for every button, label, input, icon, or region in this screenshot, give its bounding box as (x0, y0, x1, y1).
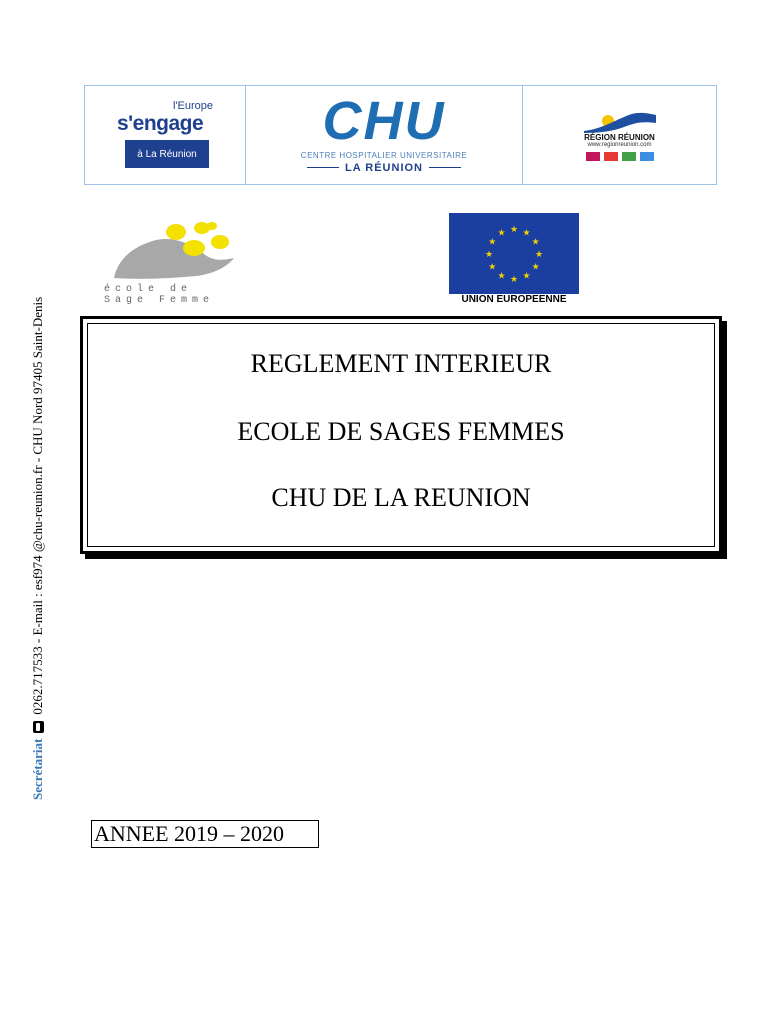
eu-flag (449, 213, 579, 305)
divider-line (429, 167, 461, 168)
svg-text:★: ★ (488, 262, 497, 273)
region-color-bar (586, 152, 600, 161)
school-motto-line1: école de (104, 284, 193, 295)
svg-text:★: ★ (509, 275, 519, 285)
chu-logo-cell (246, 86, 523, 184)
chu-logo-subtitle: CENTRE HOSPITALIER UNIVERSITAIRE (300, 150, 468, 160)
academic-year: ANNEE 2019 – 2020 (91, 820, 319, 848)
svg-text:★: ★ (522, 271, 531, 282)
document-title: REGLEMENT INTERIEUR (250, 349, 552, 378)
divider-line (307, 167, 339, 168)
svg-text:★: ★ (509, 225, 519, 235)
school-name: ECOLE DE SAGES FEMMES (237, 417, 565, 446)
title-box (80, 316, 722, 554)
region-logo-url: www.regionreunion.com (587, 142, 652, 148)
institution-name: CHU DE LA REUNION (271, 483, 531, 512)
europe-logo-main-text: s'engage (117, 112, 204, 135)
school-motto (104, 284, 260, 306)
svg-text:★: ★ (488, 237, 497, 248)
school-logo (104, 218, 260, 308)
chu-logo-location-text: LA RÉUNION (344, 161, 424, 174)
secretariat-label: Secrétariat (30, 738, 45, 800)
contact-details: 0262.717533 - E-mail : esf974 @chu-reunion.fr - CHU Nord 97405 Saint-Denis (30, 296, 45, 715)
chu-logo-wordmark: CHU (322, 90, 446, 151)
europe-logo-cell (85, 86, 246, 184)
svg-text:★: ★ (497, 228, 506, 239)
europe-logo-region-text: à La Réunion (125, 140, 209, 168)
svg-text:★: ★ (497, 271, 506, 282)
region-color-bar (640, 152, 654, 161)
europe-logo-top-text: l'Europe (172, 100, 213, 112)
school-logo-graphic (104, 218, 260, 284)
svg-text:★: ★ (522, 228, 531, 239)
telephone-icon (33, 721, 44, 733)
sidebar-contact-text (28, 200, 48, 800)
region-color-bar (622, 152, 636, 161)
eu-flag-label: UNION EUROPEENNE (449, 294, 579, 307)
svg-text:★: ★ (531, 262, 540, 273)
region-wave-icon (580, 109, 660, 133)
region-logo-cell (523, 86, 716, 184)
chu-logo-location (307, 162, 461, 174)
region-color-bar (604, 152, 618, 161)
region-color-bars (586, 152, 654, 161)
region-reunion-logo (580, 109, 660, 161)
chu-logo (300, 90, 468, 174)
region-logo-name: RÉGION RÉUNION (584, 133, 655, 142)
logo-banner (84, 85, 717, 185)
svg-text:★: ★ (534, 250, 544, 260)
eu-stars-icon (449, 213, 579, 295)
svg-text:★: ★ (484, 250, 494, 260)
school-motto-line2: Sage Femme (104, 295, 215, 306)
europe-engage-logo (117, 100, 213, 170)
svg-text:★: ★ (531, 237, 540, 248)
